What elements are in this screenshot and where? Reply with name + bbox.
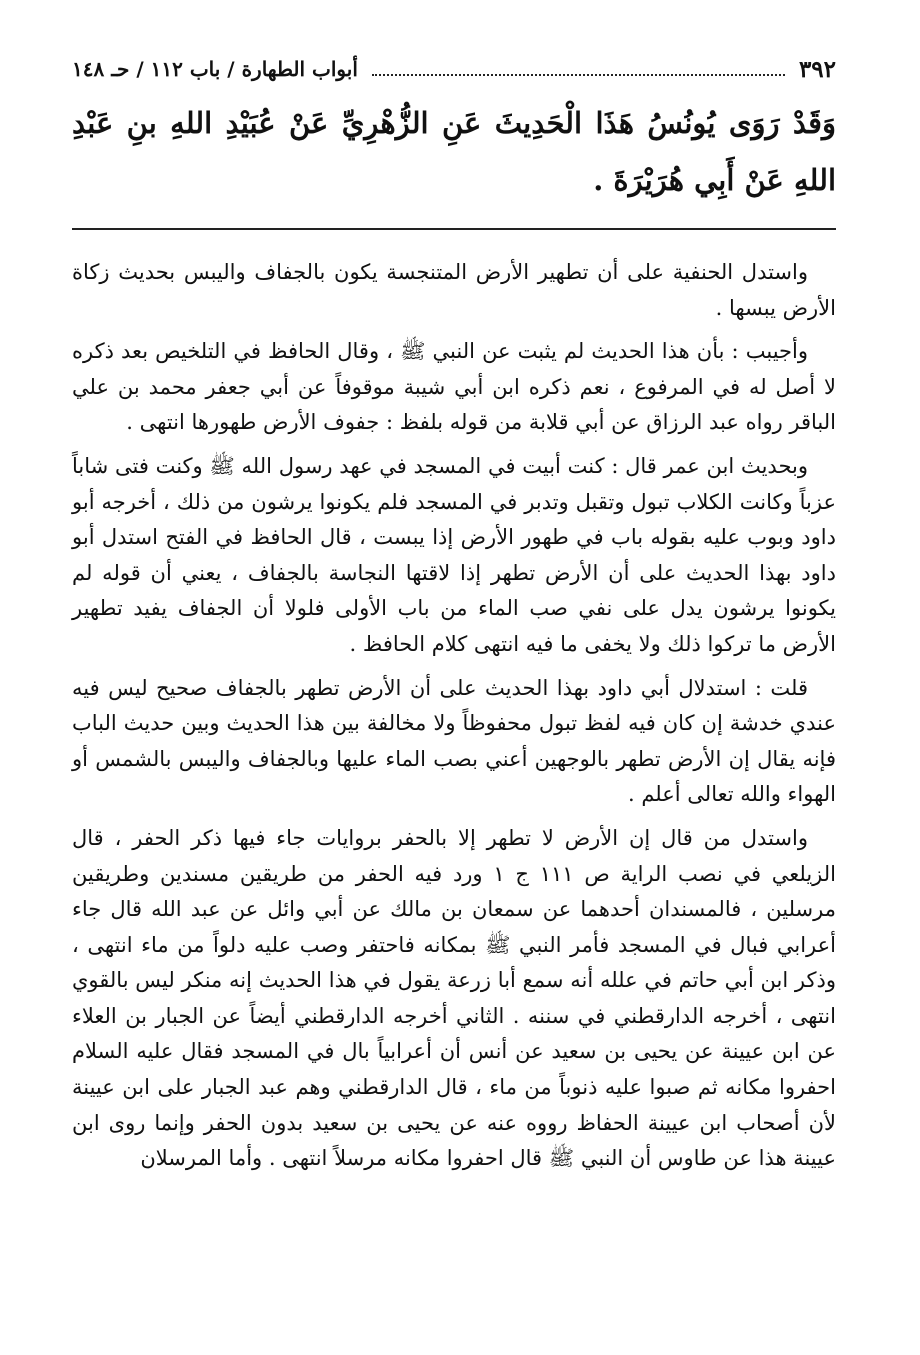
page-number: ٣٩٢	[798, 55, 836, 83]
commentary-paragraph: واستدل من قال إن الأرض لا تطهر إلا بالحفر بروايات جاء فيها ذكر الحفر ، قال الزيلعي في نصب الراية ص ١١١ ج ١ ورد فيه الحفر من طريقين مسندين وطريقين مرسلين ، فالمسندان أحدهما عن سمعان بن مالك عن أبي وائل عن عبد الله قال جاء أعرابي فبال في المسجد فأمر النبي ﷺ بمكانه فاحتفر وصب عليه دلواً من ماء انتهى ، وذكر ابن أبي حاتم في علله أنه سمع أبا زرعة يقول في هذا الحديث إنه منكر ليس بالقوي انتهى ، أخرجه الدارقطني في سننه . الثاني أخرجه الدارقطني أيضاً عن الجبار بن العلاء عن ابن عيينة عن يحيى بن سعيد عن أنس أن أعرابياً بال في المسجد فقال عليه السلام احفروا مكانه ثم صبوا عليه ذنوباً من ماء ، قال الدارقطني وهم عبد الجبار على ابن عيينة لأن أصحاب ابن عيينة الحفاظ رووه عنه عن يحيى بن سعيد بدون الحفر وإنما روى ابن عيينة هذا عن طاوس أن النبي ﷺ قال احفروا مكانه مرسلاً انتهى . وأما المرسلان	[72, 825, 836, 1171]
commentary-paragraph: وأجيبب : بأن هذا الحديث لم يثبت عن النبي ﷺ ، وقال الحافظ في التلخيص بعد ذكره لا أصل له في المرفوع ، نعم ذكره ابن أبي شيبة موقوفاً عن أبي جعفر محمد بن علي الباقر رواه عبد الرزاق عن أبي قلابة من قوله بلفظ : جفوف الأرض طهورها انتهى .	[72, 339, 836, 435]
dotted-leader	[372, 74, 785, 76]
commentary-paragraph: وبحديث ابن عمر قال : كنت أبيت في المسجد في عهد رسول الله ﷺ وكنت فتى شاباً عزباً وكانت الكلاب تبول وتقبل وتدبر في المسجد فلم يكونوا يرشون من ذلك ، أخرجه أبو داود وبوب عليه بقوله باب في طهور الأرض إذا يبست ، قال الحافظ في الفتح استدل أبو داود بهذا الحديث على أن الأرض تطهر إذا لاقتها النجاسة بالجفاف ، يعني أن قوله لم يكونوا يرشون يدل على نفي صب الماء من باب الأولى فلولا أن الجفاف يفيد تطهير الأرض ما تركوا ذلك ولا يخفى ما فيه انتهى كلام الحافظ .	[72, 453, 836, 656]
commentary	[72, 255, 836, 1185]
separator-rule	[72, 228, 836, 230]
running-title: أبواب الطهارة / باب ١١٢ / حـ ١٤٨	[72, 57, 358, 81]
hadith-text: وَقَدْ رَوَى يُونُسُ هَذَا الْحَدِيثَ عَنِ الزُّهْرِيِّ عَنْ عُبَيْدِ اللهِ بنِ عَبْدِ اللهِ عَنْ أَبِي هُرَيْرَةَ .	[72, 106, 836, 197]
running-header	[72, 52, 836, 86]
commentary-paragraph: قلت : استدلال أبي داود بهذا الحديث على أن الأرض تطهر بالجفاف صحيح ليس فيه عندي خدشة إن كان فيه لفظ تبول محفوظاً ولا مخالفة بين هذا الحديث وبين حديث الباب فإنه يقال إن الأرض تطهر بالوجهين أعني بصب الماء عليها وبالجفاف واليبس بالشمس أو الهواء والله تعالى أعلم .	[72, 675, 836, 807]
commentary-paragraph: واستدل الحنفية على أن تطهير الأرض المتنجسة يكون بالجفاف واليبس بحديث زكاة الأرض يبسها .	[72, 260, 836, 320]
